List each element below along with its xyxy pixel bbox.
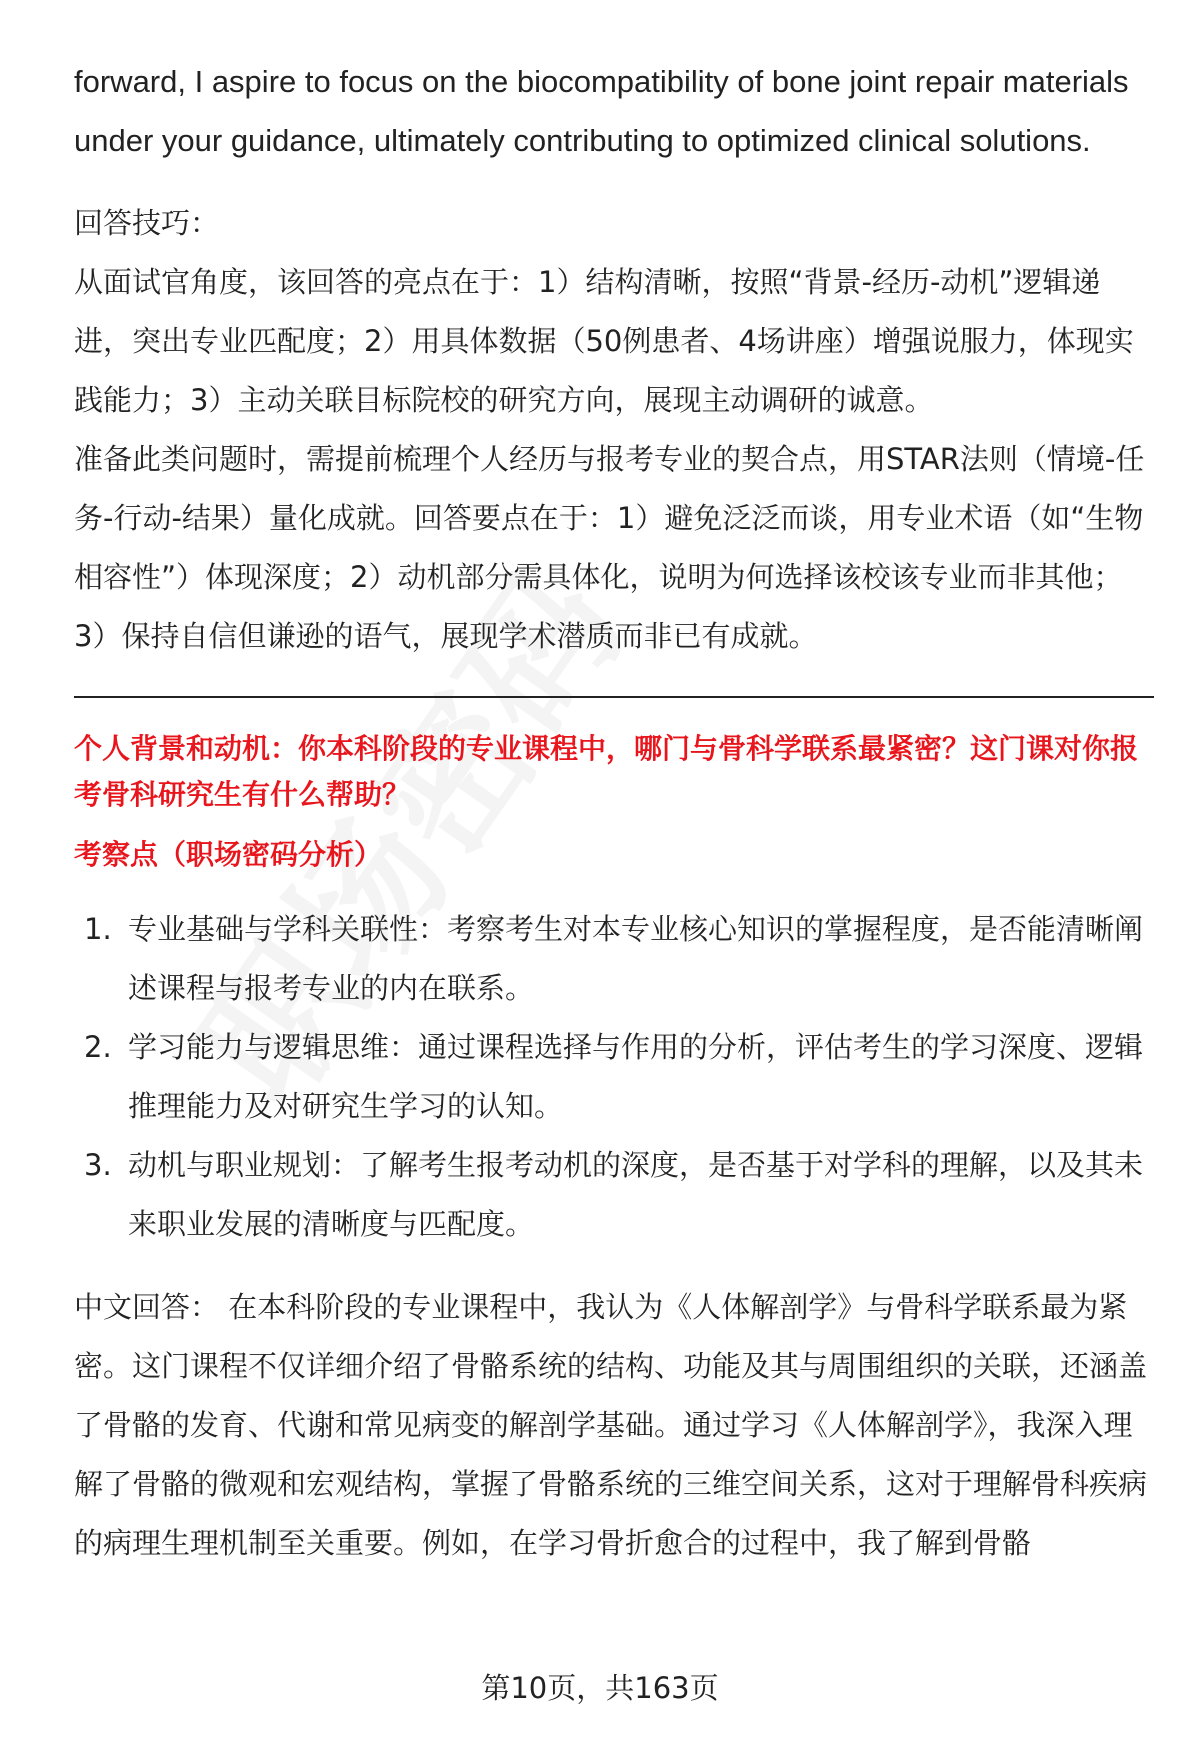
list-item	[74, 1018, 1154, 1136]
list-item-text: 动机与职业规划：了解考生报考动机的深度，是否基于对学科的理解，以及其未来职业发展的清晰度与匹配度。	[128, 1148, 1144, 1241]
tips-paragraph-1: 从面试官角度，该回答的亮点在于：1）结构清晰，按照“背景-经历-动机”逻辑递进，突出专业匹配度；2）用具体数据（50例患者、4场讲座）增强说服力，体现实践能力；3）主动关联目标院校的研究方向，展现主动调研的诚意。	[74, 265, 1134, 417]
tips-label: 回答技巧：	[74, 206, 220, 240]
list-item-number: 2.	[84, 1030, 112, 1064]
list-item-number: 3.	[84, 1148, 112, 1182]
question-heading: 个人背景和动机：你本科阶段的专业课程中，哪门与骨科学联系最紧密？这门课对你报考骨科研究生有什么帮助？	[74, 732, 1139, 811]
section-divider	[74, 696, 1154, 698]
page-number-footer: 第10页，共163页	[481, 1671, 719, 1705]
list-item	[74, 1136, 1154, 1254]
list-item-text: 学习能力与逻辑思维：通过课程选择与作用的分析，评估考生的学习深度、逻辑推理能力及对研究生学习的认知。	[128, 1030, 1144, 1123]
intro-english-paragraph: forward, I aspire to focus on the biocompatibility of bone joint repair materials under your guidance, ultimately contributing to optimized clinical solutions.	[74, 64, 1129, 158]
list-item-number: 1.	[84, 912, 112, 946]
analysis-title: 考察点（职场密码分析）	[74, 838, 383, 871]
list-item-text: 专业基础与学科关联性：考察考生对本专业核心知识的掌握程度，是否能清晰阐述课程与报考专业的内在联系。	[128, 912, 1144, 1005]
document-page	[74, 52, 1154, 1573]
chinese-answer-paragraph: 中文回答： 在本科阶段的专业课程中，我认为《人体解剖学》与骨科学联系最为紧密。这门课程不仅详细介绍了骨骼系统的结构、功能及其与周围组织的关联，还涵盖了骨骼的发育、代谢和常见病变的解剖学基础。通过学习《人体解剖学》，我深入理解了骨骼的微观和宏观结构，掌握了骨骼系统的三维空间关系，这对于理解骨科疾病的病理生理机制至关重要。例如，在学习骨折愈合的过程中，我了解到骨骼	[74, 1290, 1148, 1560]
analysis-list	[74, 900, 1154, 1254]
list-item	[74, 900, 1154, 1018]
tips-paragraph-2: 准备此类问题时，需提前梳理个人经历与报考专业的契合点，用STAR法则（情境-任务-行动-结果）量化成就。回答要点在于：1）避免泛泛而谈，用专业术语（如“生物相容性”）体现深度；2）动机部分需具体化，说明为何选择该校该专业而非其他；3）保持自信但谦逊的语气，展现学术潜质而非已有成就。	[74, 442, 1145, 653]
